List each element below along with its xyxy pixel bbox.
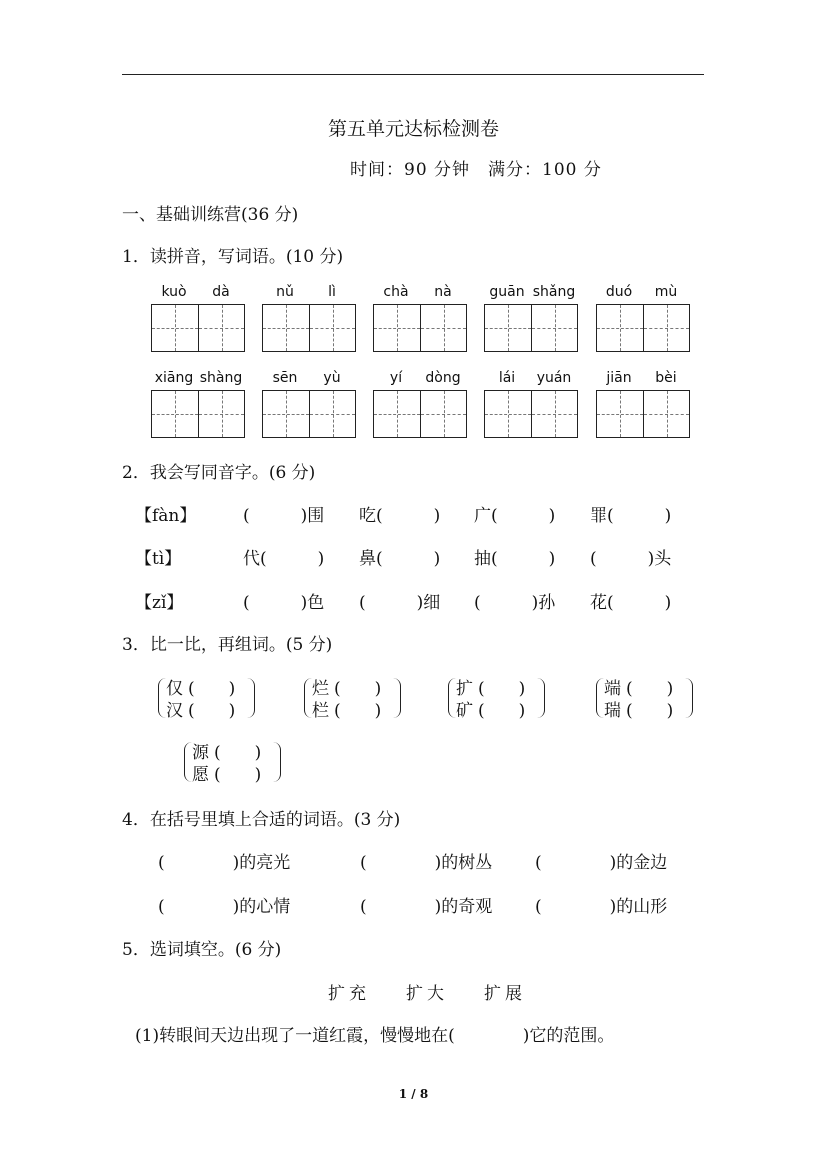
homophone-blank[interactable]: ( )细 — [359, 593, 441, 613]
pinyin-label: yuán — [536, 370, 572, 386]
word-blank[interactable]: ( ) — [626, 701, 674, 721]
pinyin-tag: 【fàn】 — [135, 506, 197, 526]
pinyin-label: bèi — [655, 370, 677, 386]
compare-char: 烂 — [312, 679, 329, 699]
tianzige-cell[interactable] — [485, 305, 531, 351]
homophone-blank[interactable]: ( )色 — [243, 593, 325, 613]
tianzige-cell[interactable] — [420, 305, 466, 351]
phrase-blank[interactable]: ( )的心情 — [158, 897, 291, 917]
tianzige-box[interactable] — [151, 390, 245, 438]
pinyin-label: lái — [498, 370, 516, 386]
pinyin-label: nǔ — [276, 284, 294, 300]
homophone-blank[interactable]: ( )围 — [243, 506, 325, 526]
page-number: 1 / 8 — [398, 1087, 429, 1101]
phrase-blank[interactable]: ( )的亮光 — [158, 853, 291, 873]
homophone-blank[interactable]: 鼻( ) — [359, 549, 441, 569]
pinyin-label: kuò — [161, 284, 187, 300]
tianzige-cell[interactable] — [597, 305, 643, 351]
word-blank[interactable]: ( ) — [188, 679, 236, 699]
tianzige-cell[interactable] — [485, 391, 531, 437]
question-2-title: 2．我会写同音字。(6 分) — [122, 463, 316, 483]
compare-char: 愿 — [192, 765, 209, 785]
tianzige-cell[interactable] — [152, 305, 198, 351]
pinyin-label: duó — [605, 284, 633, 300]
phrase-blank[interactable]: ( )的奇观 — [360, 897, 493, 917]
compare-char: 瑞 — [604, 701, 621, 721]
right-brace — [246, 678, 255, 718]
tianzige-cell[interactable] — [643, 391, 689, 437]
right-brace — [684, 678, 693, 718]
compare-char: 源 — [192, 743, 209, 763]
homophone-blank[interactable]: 吃( ) — [359, 506, 441, 526]
right-brace — [536, 678, 545, 718]
pinyin-label: yù — [323, 370, 341, 386]
homophone-blank[interactable]: 罪( ) — [590, 506, 672, 526]
tianzige-cell[interactable] — [198, 305, 244, 351]
homophone-blank[interactable]: 广( ) — [474, 506, 556, 526]
word-option: 扩充 — [328, 984, 370, 1004]
word-blank[interactable]: ( ) — [478, 701, 526, 721]
tianzige-cell[interactable] — [420, 391, 466, 437]
word-blank[interactable]: ( ) — [626, 679, 674, 699]
pinyin-label: guān — [489, 284, 525, 300]
pinyin-label: dòng — [425, 370, 461, 386]
tianzige-box[interactable] — [484, 304, 578, 352]
tianzige-cell[interactable] — [152, 391, 198, 437]
phrase-blank[interactable]: ( )的金边 — [535, 853, 668, 873]
tianzige-box[interactable] — [151, 304, 245, 352]
pinyin-label: lì — [328, 284, 336, 300]
exam-info: 时间：90 分钟 满分：100 分 — [350, 160, 602, 180]
question-4-title: 4．在括号里填上合适的词语。(3 分) — [122, 810, 401, 830]
pinyin-tag: 【tì】 — [135, 549, 182, 569]
tianzige-cell[interactable] — [309, 305, 355, 351]
homophone-blank[interactable]: 抽( ) — [474, 549, 556, 569]
word-option: 扩大 — [406, 984, 448, 1004]
compare-char: 汉 — [166, 701, 183, 721]
compare-char: 矿 — [456, 701, 473, 721]
pinyin-label: shǎng — [532, 284, 576, 300]
tianzige-cell[interactable] — [374, 391, 420, 437]
compare-char: 仅 — [166, 679, 183, 699]
compare-char: 扩 — [456, 679, 473, 699]
pinyin-label: shàng — [199, 370, 243, 386]
word-blank[interactable]: ( ) — [188, 701, 236, 721]
compare-char: 端 — [604, 679, 621, 699]
tianzige-cell[interactable] — [263, 305, 309, 351]
homophone-blank[interactable]: ( )头 — [590, 549, 672, 569]
word-blank[interactable]: ( ) — [214, 765, 262, 785]
word-blank[interactable]: ( ) — [214, 743, 262, 763]
tianzige-box[interactable] — [484, 390, 578, 438]
pinyin-tag: 【zǐ】 — [135, 593, 184, 613]
right-brace — [272, 742, 281, 782]
question-5-title: 5．选词填空。(6 分) — [122, 940, 282, 960]
question-1-title: 1．读拼音，写词语。(10 分) — [122, 247, 344, 267]
phrase-blank[interactable]: ( )的山形 — [535, 897, 668, 917]
word-option: 扩展 — [484, 984, 526, 1004]
tianzige-cell[interactable] — [263, 391, 309, 437]
section-heading: 一、基础训练营(36 分) — [122, 205, 299, 225]
tianzige-cell[interactable] — [643, 305, 689, 351]
word-blank[interactable]: ( ) — [334, 701, 382, 721]
tianzige-cell[interactable] — [309, 391, 355, 437]
page-title: 第五单元达标检测卷 — [327, 118, 499, 140]
tianzige-box[interactable] — [596, 390, 690, 438]
tianzige-cell[interactable] — [198, 391, 244, 437]
tianzige-box[interactable] — [373, 304, 467, 352]
pinyin-label: dà — [212, 284, 230, 300]
tianzige-box[interactable] — [596, 304, 690, 352]
tianzige-box[interactable] — [262, 304, 356, 352]
tianzige-cell[interactable] — [531, 305, 577, 351]
compare-char: 栏 — [312, 701, 329, 721]
header-rule — [122, 74, 704, 75]
pinyin-label: nà — [434, 284, 452, 300]
tianzige-box[interactable] — [373, 390, 467, 438]
fill-sentence-1[interactable]: (1)转眼间天边出现了一道红霞，慢慢地在( )它的范围。 — [135, 1026, 615, 1046]
pinyin-label: chà — [383, 284, 409, 300]
pinyin-label: mù — [654, 284, 678, 300]
phrase-blank[interactable]: ( )的树丛 — [360, 853, 493, 873]
tianzige-cell[interactable] — [597, 391, 643, 437]
word-blank[interactable]: ( ) — [334, 679, 382, 699]
pinyin-label: yí — [389, 370, 403, 386]
tianzige-cell[interactable] — [374, 305, 420, 351]
homophone-blank[interactable]: 代( ) — [243, 549, 325, 569]
word-options — [328, 979, 562, 1004]
homophone-blank[interactable]: ( )孙 — [474, 593, 556, 613]
word-blank[interactable]: ( ) — [478, 679, 526, 699]
homophone-blank[interactable]: 花( ) — [590, 593, 672, 613]
question-3-title: 3．比一比，再组词。(5 分) — [122, 635, 333, 655]
tianzige-box[interactable] — [262, 390, 356, 438]
pinyin-label: sēn — [272, 370, 298, 386]
pinyin-label: jiān — [606, 370, 632, 386]
tianzige-cell[interactable] — [531, 391, 577, 437]
right-brace — [392, 678, 401, 718]
pinyin-label: xiāng — [154, 370, 194, 386]
